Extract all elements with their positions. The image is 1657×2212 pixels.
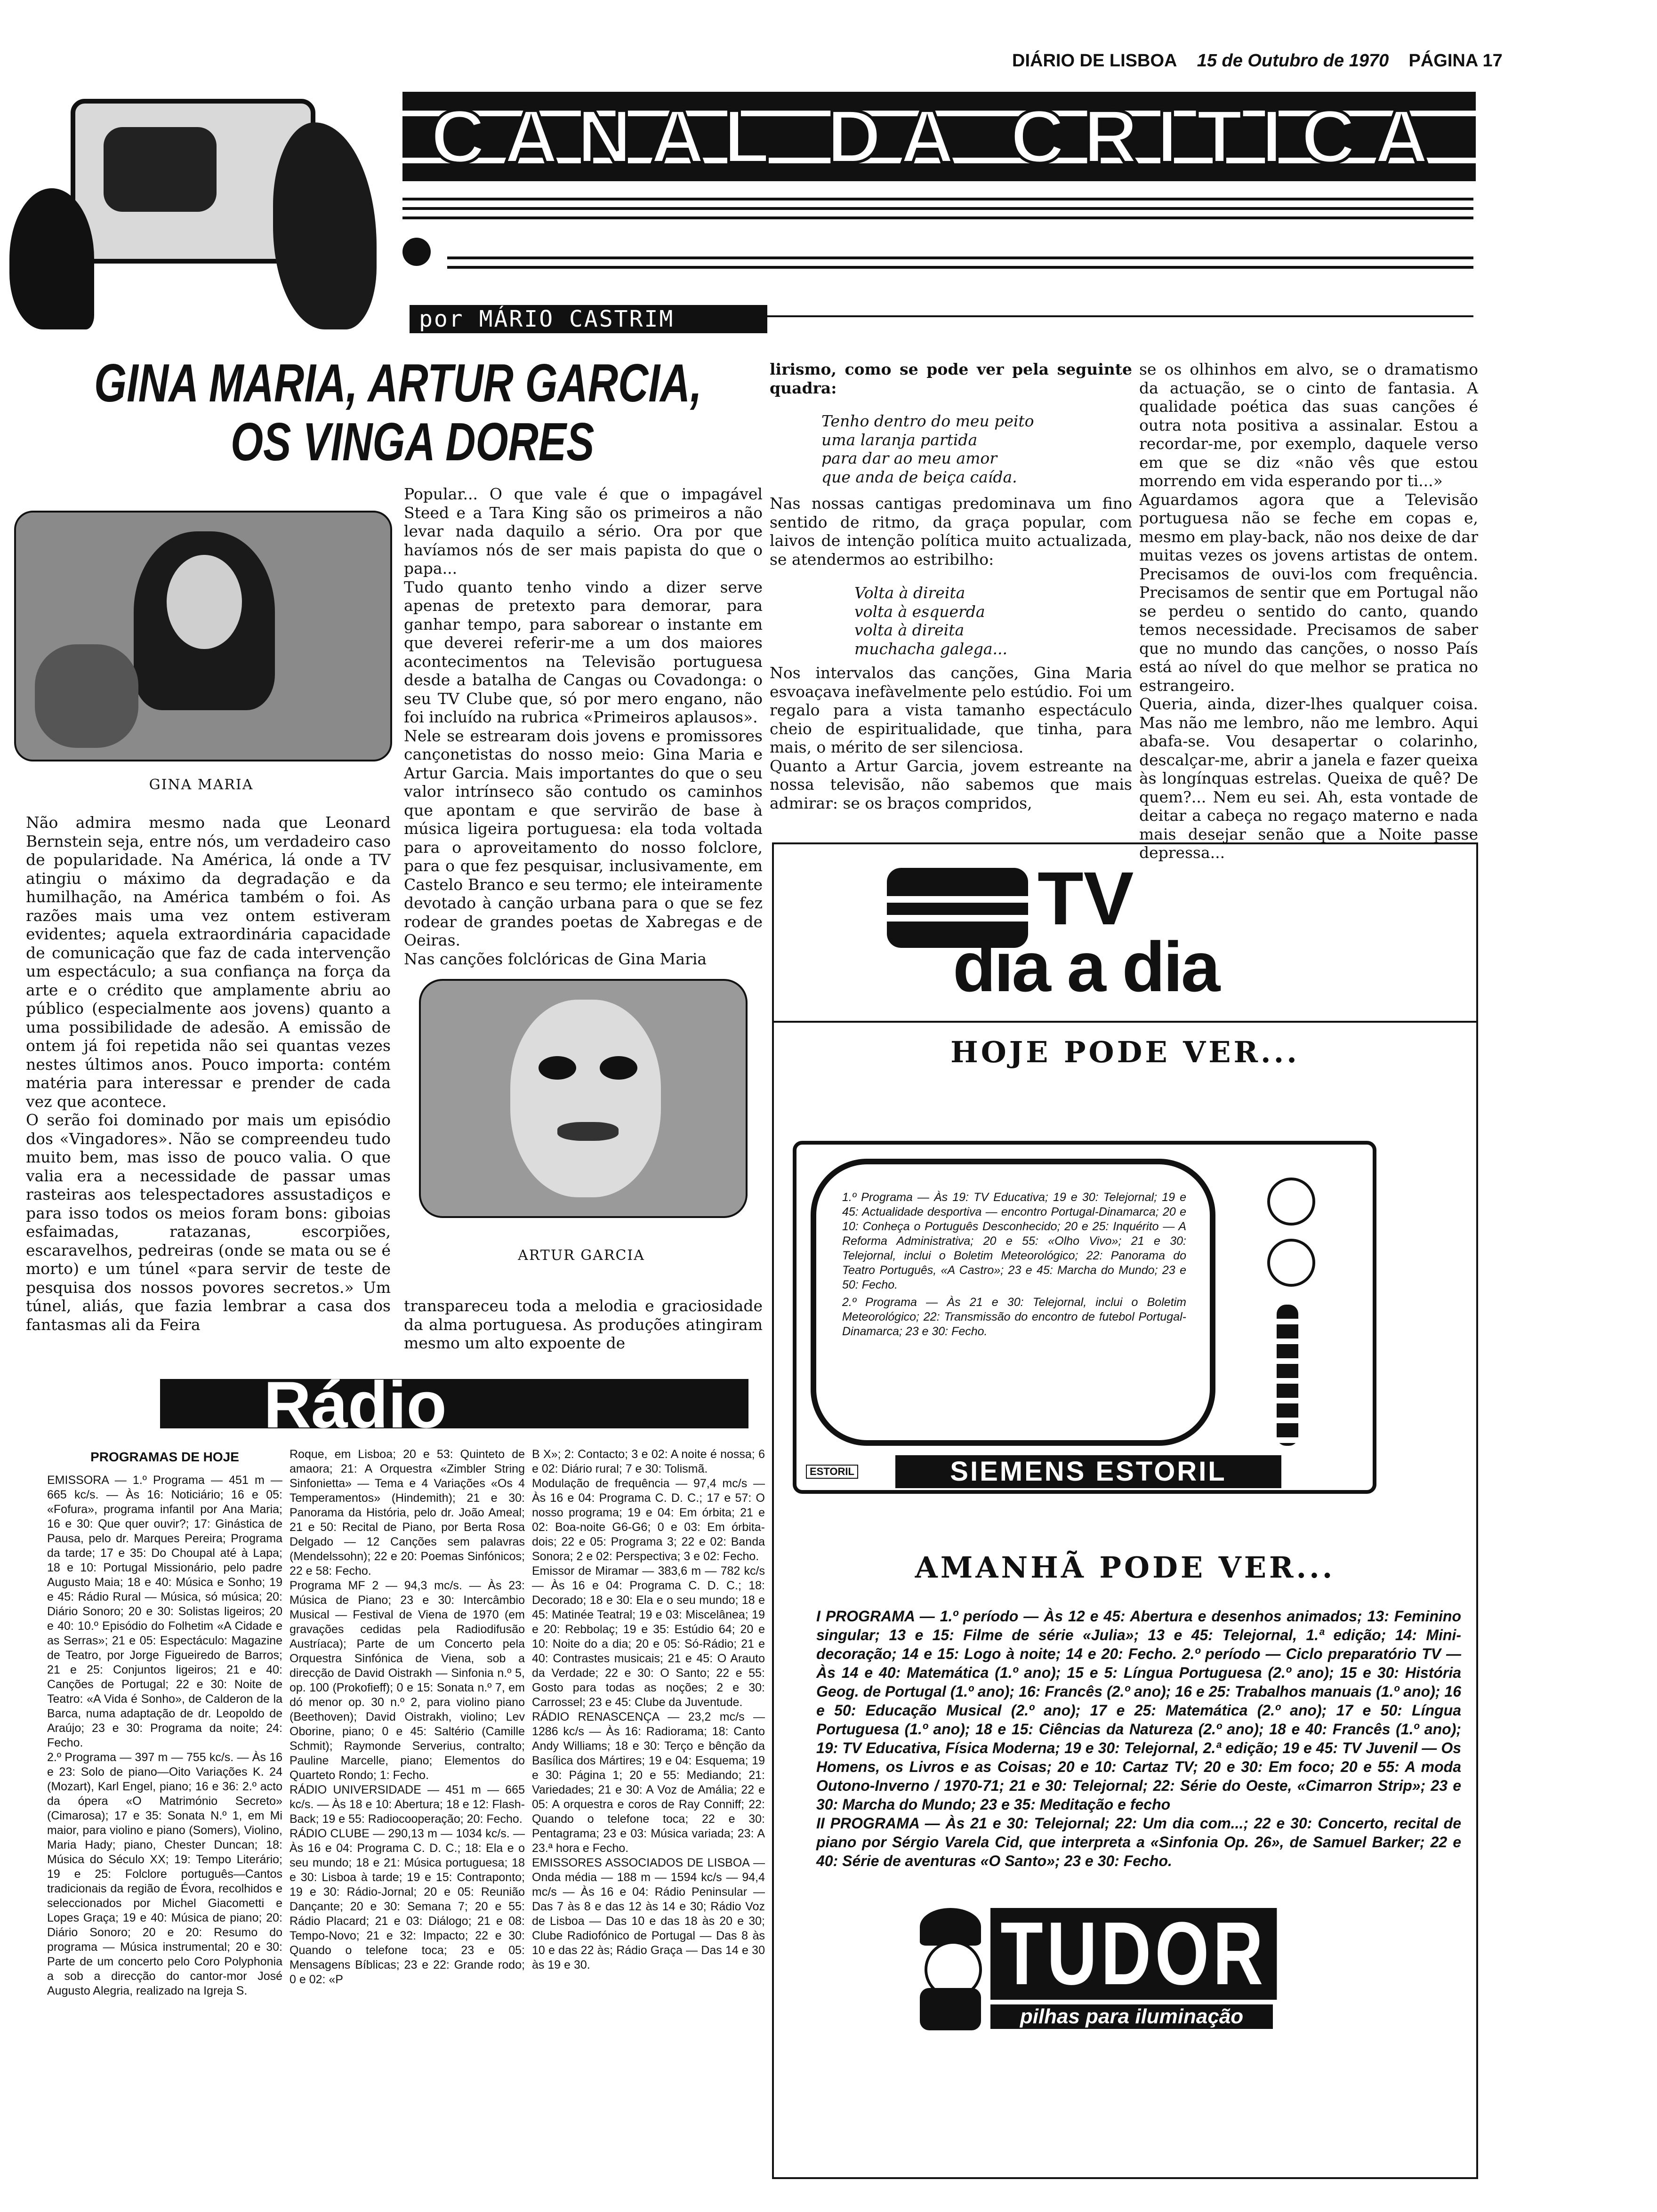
tv-set <box>793 1141 1376 1494</box>
mascot <box>901 1908 995 2030</box>
section-title: CANAL DA CRITICA <box>431 94 1448 178</box>
gina-maria-photo <box>14 511 392 761</box>
tomorrow-heading: AMANHÃ PODE VER... <box>915 1550 1335 1585</box>
article-column-1: Não admira mesmo nada que Leonard Bernstein seja, entre nós, um verdadeiro caso de popularidade. Na América, lá onde a TV atingiu o máximo da degradação e da humilhação, na América também o foi. As razões mais uma vez ontem estiveram evidentes; aquela extraordinária capacidade de comunicação que faz de cada intervenção um espectáculo; a sua confiança na força da arte e o crédito que amplamente abriu ao público (especialmente aos jovens) quanto a uma possibilidade de adesão. A emissão de ontem já foi repetida não sei quantas vezes nestes últimos anos. Pouco importa: contém matéria para interessar e prender de cada vez que acontece. O serão foi dominado por mais um episódio dos «Vingadores». Não se compreendeu tudo muito bem, mas isso de pouco valia. O que valia era a necessidade de passar umas rasteiras aos telespectadores assustadiços e para isso todos os meios foram bons: giboias esfaimadas, ratazanas, escorpiões, escaravelhos, pedreiras (onde se mata ou se é morto) e um túnel «para servir de teste de pesquisa dos nossos povores secretos.» Um túnel, aliás, que fazia lembrar a casa dos fantasmas ali da Feira <box>26 813 391 1334</box>
byline: por MÁRIO CASTRIM <box>410 305 767 333</box>
sponsor-banner: SIEMENS ESTORIL <box>895 1455 1281 1488</box>
section-rule-5 <box>447 266 1473 269</box>
tv-logo-subtitle: dia a dia <box>953 927 1219 1006</box>
screen-program-2: 2.º Programa — Às 21 e 30: Telejornal, inclui o Boletim Meteorológico; 22: Transmissão do encontro de futebol Portugal-Dinamarca; 23 e 30: Fecho. <box>842 1296 1186 1338</box>
masthead <box>1012 51 1577 71</box>
issue-date: 15 de Outubro de 1970 <box>1197 51 1389 71</box>
tv-screen <box>811 1159 1215 1446</box>
today-heading: HOJE PODE VER... <box>950 1035 1300 1069</box>
tv-brand-label: ESTORIL <box>806 1465 858 1479</box>
section-rule-3 <box>402 216 1473 219</box>
ad-brand: TUDOR <box>990 1908 1277 2000</box>
tudor-ad <box>901 1903 1372 2044</box>
screen-program-1: 1.º Programa — Às 19: TV Educativa; 19 e 30: Telejornal; 19 e 45: Actualidade desportiva — encontro Portugal-Dinamarca; 20 e 10: Conheça o Português Desconhecido; 20 e 25: Inquérito — A Reforma Administrativa; 20 e 55: «Olho Vivo»; 21 e 30: Telejornal, inclui o Boletim Meteorológico; 22: Panorama do Teatro Português, «A Castro»; 23 e 45: Marcha do Mundo; 23 e 50: Fecho. <box>842 1191 1186 1291</box>
page-number: PÁGINA 17 <box>1408 51 1503 71</box>
article-column-3-intro: lirismo, como se pode ver pela seguinte quadra: <box>770 360 1132 397</box>
paper-name: DIÁRIO DE LISBOA <box>1012 51 1177 71</box>
section-rule-1 <box>402 198 1473 200</box>
section-rule-2 <box>402 207 1473 210</box>
artur-garcia-photo <box>419 979 748 1218</box>
headline-line-1: GINA MARIA, ARTUR GARCIA, <box>94 353 702 413</box>
article-column-3-mid: Nas nossas cantigas predominava um fino sentido de ritmo, da graça popular, com laivos de intenção política muito actualizada, se atendermos ao estribilho: <box>770 494 1132 569</box>
verse-1: Tenho dentro do meu peito uma laranja partida para dar ao meu amor que anda de beiça caída. <box>821 412 1034 486</box>
byline-rule <box>767 315 1473 317</box>
verse-2: Volta à direita volta à esquerda volta à direita muchacha galega... <box>854 584 1008 658</box>
headline-line-2: OS VINGA DORES <box>231 412 595 472</box>
tv-illustration <box>9 85 377 329</box>
article-column-2-top: Popular... O que vale é que o impagável Steed e a Tara King são os primeiros a não levar nada daquilo a sério. Ora por que havíamos nós de ser mais papista do que o papa... Tudo quanto tenho vindo a dizer serve apenas de pretexto para demorar, para ganhar tempo, para saborear o instante em que deverei referir-me a um dos maiores acontecimentos na Televisão portuguesa desde a batalha de Cangas ou Covadonga: o seu TV Clube que, só por mero engano, não foi incluído na rubrica «Primeiros aplausos». Nele se estrearam dois jovens e promissores cançonetistas do nosso meio: Gina Maria e Artur Garcia. Mais importantes do que o seu valor intrínseco são contudo os caminhos que apontam e que servirão de base à música ligeira portuguesa: ela toda voltada para o aproveitamento do nosso folclore, para o que fez pesquisar, inclusivamente, em Castelo Branco e seu termo; ele inteiramente devotado à canção urbana para o que se fez rodear de grandes poetas de Xabregas e de Oeiras. Nas canções folclóricas de Gina Maria <box>404 485 763 968</box>
photo-caption-gina: GINA MARIA <box>149 777 254 793</box>
ad-tagline: pilhas para iluminação <box>990 2004 1273 2029</box>
section-title-band <box>402 92 1476 181</box>
radio-heading: PROGRAMAS DE HOJE <box>90 1450 239 1464</box>
tv-knobs <box>1248 1178 1333 1460</box>
tomorrow-listings: I PROGRAMA — 1.º período — Às 12 e 45: Abertura e desenhos animados; 13: Feminino singular; 13 e 15: Filme de série «Julia»; 13 e 45: Telejornal, 1.ª edição; 14: Mini-decoração; 14 e 15: Logo à noite; 14 e 20: Fecho. 2.º período — Ciclo preparatório TV — Às 14 e 40: Matemática (1.º ano); 15 e 5: Língua Portuguesa (2.º ano); 15 e 30: História Geog. de Portugal (1.º ano); 16: Francês (2.º ano); 16 e 25: Trabalhos manuais (1.º ano); 16 e 50: Educação Musical (2.º ano); 17 e 25: Matemática (2.º ano); 17 e 50: Língua Portuguesa (1.º ano); 18 e 15: Ciências da Natureza (2.º ano); 18 e 40: Francês (1.º ano); 19: TV Educativa, Física Moderna; 19 e 30: Telejornal, 2.ª edição; 19 e 45: TV Juvenil — Os Homens, os Livros e as Coisas; 20 e 10: Cartaz TV; 20 e 30: Em foco; 20 e 55: A moda Outono-Inverno / 1970-71; 21 e 30: Telejornal; 22: Série do Oeste, «Cimarron Strip»; 23 e 30: Marcha do Mundo; 23 e 35: Meditação e fecho II PROGRAMA — Às 21 e 30: Telejornal; 22: Um dia com...; 22 e 30: Concerto, recital de piano por Sérgio Varela Cid, que interpreta a «Sinfonia Op. 26», de Samuel Barker; 22 e 40: Série de aventuras «O Santo»; 23 e 30: Fecho. <box>816 1608 1461 1869</box>
article-column-2-bottom: transpareceu toda a melodia e graciosidade da alma portuguesa. As produções atingiram mesmo um alto expoente de <box>404 1297 763 1352</box>
photo-caption-artur: ARTUR GARCIA <box>518 1247 645 1264</box>
bullet-dot <box>402 238 431 266</box>
section-rule-4 <box>447 256 1473 259</box>
radio-column-2: Roque, em Lisboa; 20 e 53: Quinteto de amaora; 21: A Orquestra «Zimbler String Sinfonietta» — Tema e 4 Variações «Os 4 Temperamentos» (Hindemith); 21 e 30: Panorama da História, pelo dr. João Ameal; 21 e 50: Recital de Piano, por Berta Rosa Delgado — 12 Canções sem palavras (Mendelssohn); 22 e 20: Poemas Sinfónicos; 22 e 58: Fecho. Programa MF 2 — 94,3 mc/s. — Às 23: Música de Piano; 23 e 30: Intercâmbio Musical — Festival de Viena de 1970 (em gravações cedidas pela Radiodifusão Austríaca); Parte de um Concerto pela Orquestra Sinfónica de Viena, sob a direcção de David Oistrakh — Sinfonia n.º 5, op. 100 (Prokofieff); 0 e 15: Sonata n.º 7, em dó menor op. 30 n.º 2, para violino piano (Beethoven); David Oistrakh, violino; Lev Oborine, piano; 0 e 45: Saltério (Camille Schmit); Raymonde Serverius, contralto; Pauline Marcelle, piano; Elementos do Quarteto Rondo; 1: Fecho. RÁDIO UNIVERSIDADE — 451 m — 665 kc/s. — Às 18 e 10: Abertura; 18 e 12: Flash-Back; 19 e 55: Radiocooperação; 20: Fecho. RÁDIO CLUBE — 290,13 m — 1034 kc/s. — Às 16 e 04: Programa C. D. C.; 18: Ela e o seu mundo; 18 e 21: Música portuguesa; 18 e 30: Lisboa à tarde; 19 e 15: Contraponto; 19 e 30: Rádio-Jornal; 20 e 05: Reunião Dançante; 20 e 30: Semana 7; 20 e 55: Rádio Placard; 21 e 03: Diálogo; 21 e 08: Tempo-Novo; 21 e 32: Impacto; 22 e 30: Quando o telefone toca; 23 e 05: Mensagens Bíblicas; 23 e 22: Grande rodo; 0 e 02: «P <box>290 1448 525 1986</box>
radio-column-3: B X»; 2: Contacto; 3 e 02: A noite é nossa; 6 e 02: Diário rural; 7 e 30: Tolismã. Modulação de frequência — 97,4 mc/s — Às 16 e 04: Programa C. D. C.; 17 e 57: O nosso programa; 19 e 04: Em órbita; 21 e 02: Boa-noite G6-G6; 0 e 03: Em órbita-dois; 22 e 05: Programa 3; 22 e 02: Banda Sonora; 2 e 02: Perspectiva; 3 e 02: Fecho. Emissor de Miramar — 383,6 m — 782 kc/s — Às 16 e 04: Programa C. D. C.; 18: Decorado; 18 e 30: Ela e o seu mundo; 18 e 45: Matinée Teatral; 19 e 03: Miscelânea; 19 e 20: Rebbolaç; 19 e 35: Estúdio 64; 20 e 10: Noite do a dia; 20 e 05: Só-Rádio; 21 e 40: Contrastes musicais; 21 e 45: O Arauto da Verdade; 22 e 30: O Santo; 22 e 55: Gosto para todas as noções; 2 e 30: Carrossel; 23 e 45: Clube da Juventude. RÁDIO RENASCENÇA — 23,2 mc/s — 1286 kc/s — Às 16: Radiorama; 18: Canto Andy Williams; 18 e 30: Terço e bênção da Basílica dos Mártires; 19 e 04: Esquema; 19 e 30: Página 1; 20 e 55: Mediando; 21: Variedades; 21 e 30: A Voz de Amália; 22 e 05: A orquestra e coros de Ray Conniff; 22: Quando o telefone toca; 22 e 30: Pentagrama; 23 e 03: Música variada; 23: A 23.ª hora e Fecho. EMISSORES ASSOCIADOS DE LISBOA — Onda média — 188 m — 1594 kc/s — 94,4 mc/s — Às 16 e 04: Rádio Peninsular — Das 7 às 8 e das 12 às 14 e 30; Rádio Voz de Lisboa — Das 10 e das 18 às 20 e 30; Clube Radiofónico de Portugal — Das 8 às 10 e das 22 às; Rádio Graça — Das 14 e 30 às 19 e 30. <box>532 1448 765 1972</box>
tv-box <box>772 842 1478 2179</box>
article-column-4: se os olhinhos em alvo, se o dramatismo da actuação, se o cinto de fantasia. A qualidade poética das suas canções é outra nota positiva a assinalar. Estou a recordar-me, por exemplo, daquele verso em que se diz «não vês que estou morrendo em vida esperando por ti...» Aguardamos agora que a Televisão portuguesa não se feche em copas e, mesmo em play-back, não nos deixe de dar muitas vezes os jovens artistas de ontem. Precisamos de ouvi-los com frequência. Precisamos de sentir que em Portugal não se perdeu o sentido do canto, quando temos necessidade. Precisamos de saber que no mundo das canções, o nosso País está ao nível do que melhor se pratica no estrangeiro. Queria, ainda, dizer-lhes qualquer coisa. Mas não me lembro, não me lembro. Aqui abafa-se. Vou desapertar o colarinho, descalçar-me, abrir a janela e fazer queixa às longínquas estrelas. Queixa de quê? De quem?... Nem eu sei. Ah, esta vontade de deitar a cabeça no regaço materno e nada mais desejar senão que a Noite passe depressa... <box>1139 360 1478 862</box>
radio-title: Rádio <box>264 1368 447 1442</box>
article-column-3-end: Nos intervalos das canções, Gina Maria esvoaçava inefàvelmente pelo estúdio. Foi um regalo para a vista tamanho espectáculo cheio de espiritualidade, que tinha, para mais, o mérito de ser silenciosa. Quanto a Artur Garcia, jovem estreante na nossa televisão, não sabemos que mais admirar: se os braços compridos, <box>770 664 1132 812</box>
radio-column-1: EMISSORA — 1.º Programa — 451 m — 665 kc/s. — Às 16: Noticiário; 16 e 05: «Fofura», programa infantil por Ana Maria; 16 e 30: Que quer ouvir?; 17: Ginástica de Pausa, pelo dr. Marques Pereira; Programa da tarde; 17 e 35: Do Choupal até à Lapa; 18 e 10: Portugal Missionário, pelo padre Augusto Maia; 18 e 40: Música e Sonho; 19 e 45: Rádio Rural — Música, só música; 20: Diário Sonoro; 20 e 30: Solistas ligeiros; 20 e 40: 10.º Episódio do Folhetim «A Cidade e as Serras»; 21 e 05: Espectáculo: Magazine de Teatro, por Jorge Figueiredo de Barros; 21 e 25: Conjuntos ligeiros; 21 e 40: Canções de Portugal; 22 e 30: Noite de Teatro: «A Vida é Sonho», de Calderon de la Barca, numa adaptação de dr. Leopoldo de Araújo; 23 e 30: Programa da noite; 24: Fecho. 2.º Programa — 397 m — 755 kc/s. — Às 16 e 23: Solo de piano—Oito Variações K. 24 (Mozart), Karl Engel, piano; 16 e 36: 2.º acto da ópera «O Matrimónio Secreto» (Cimarosa); 17 e 35: Sonata N.º 1, em Mi maior, para violino e piano (Somers), Violino, Maria Hady; piano, Chester Duncan; 18: Música do Século XX; 19: Tempo Literário; 19 e 25: Folclore português—Cantos tradicionais da região de Évora, recolhidos e seleccionados por Michel Giacometti e Lopes Graça; 19 e 40: Música de piano; 20: Diário Sonoro; 20 e 20: Resumo do programa — Música instrumental; 20 e 30: Parte de um concerto pelo Coro Polyphonia a sob a direcção do cantor-mor José Augusto Alegria, realizado na Igreja S. <box>47 1474 282 1997</box>
tv-logo-text: TV <box>1038 856 1134 940</box>
